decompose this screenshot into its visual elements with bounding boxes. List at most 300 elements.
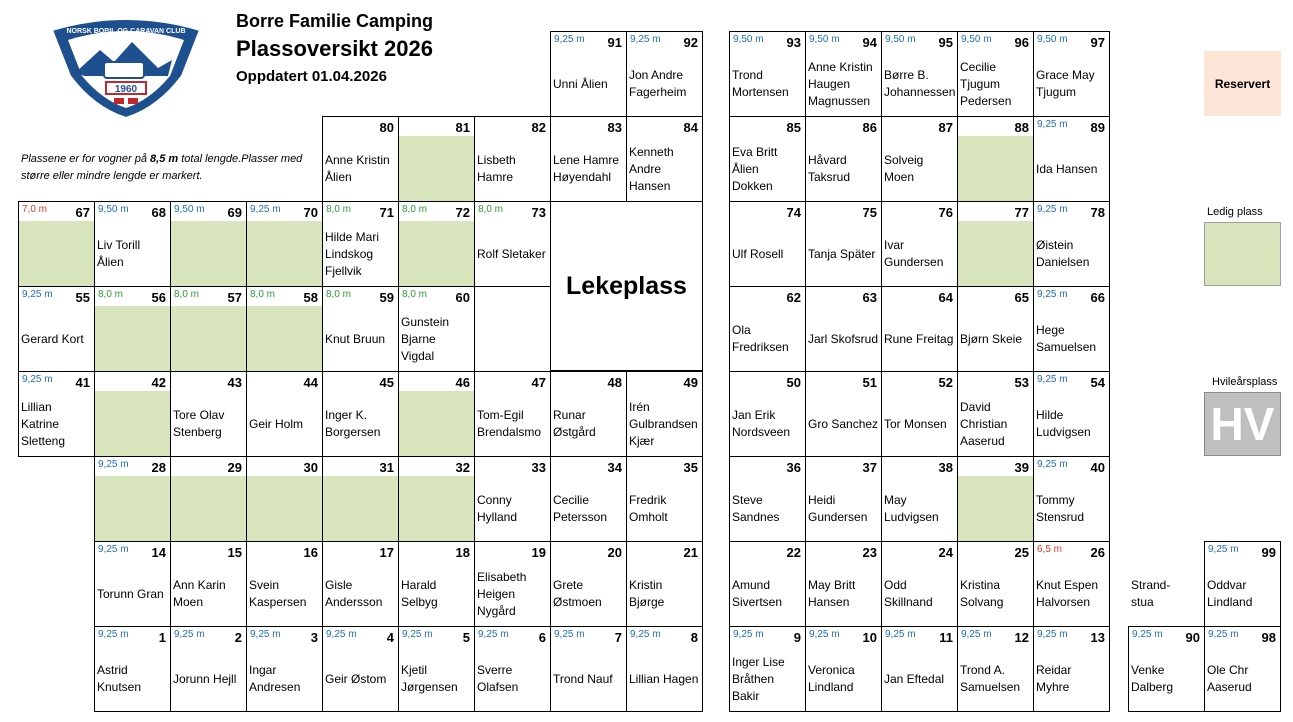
site-33 xyxy=(474,456,551,542)
site-length: 9,25 m xyxy=(250,629,281,640)
site-71 xyxy=(322,201,399,287)
site-18 xyxy=(398,541,475,627)
logo-text: NORSK BOBIL OG CARAVAN CLUB xyxy=(66,28,186,35)
site-length: 8,0 m xyxy=(250,289,276,300)
site-83 xyxy=(550,116,627,202)
site-occupant: Solveig Moen xyxy=(884,153,924,184)
site-occupant: Tanja Später xyxy=(808,246,876,261)
site-length: 9,25 m xyxy=(733,629,764,640)
site-number: 74 xyxy=(786,205,801,220)
page-title: Plassoversikt 2026 xyxy=(236,36,433,61)
site-3 xyxy=(246,626,323,712)
site-20 xyxy=(550,541,627,627)
site-occupant: Grete Østmoen xyxy=(553,578,602,609)
site-80 xyxy=(322,116,399,202)
site-occupant: Trond A. Samuelsen xyxy=(960,663,1021,694)
site-51 xyxy=(805,371,882,457)
site-occupant: Tom-Egil Brendalsmo xyxy=(477,408,542,439)
site-occupant: Jan Eftedal xyxy=(884,671,945,686)
site-occupant: Jan Erik Nordsveen xyxy=(732,408,791,439)
site-occupant: May Britt Hansen xyxy=(808,578,856,609)
site-63 xyxy=(805,286,882,372)
site-65 xyxy=(957,286,1034,372)
site-14 xyxy=(94,541,171,627)
site-number: 28 xyxy=(151,460,166,475)
site-occupant: Lillian Katrine Sletteng xyxy=(21,399,66,448)
site-occupant: David Christian Aaserud xyxy=(960,399,1008,448)
site-57 xyxy=(170,286,247,372)
site-number: 30 xyxy=(303,460,318,475)
site-5 xyxy=(398,626,475,712)
site-64 xyxy=(881,286,958,372)
site-number: 43 xyxy=(227,375,242,390)
site-occupant: Kjetil Jørgensen xyxy=(401,663,458,694)
site-length: 9,25 m xyxy=(478,629,509,640)
site-97 xyxy=(1033,31,1110,117)
site-length: 9,50 m xyxy=(885,34,916,45)
site-length: 9,25 m xyxy=(1037,459,1068,470)
site-24 xyxy=(881,541,958,627)
site-45 xyxy=(322,371,399,457)
site-occupant: Lene Hamre Høyendahl xyxy=(553,153,620,184)
site-number: 35 xyxy=(683,460,698,475)
site-occupant: May Ludvigsen xyxy=(884,493,939,524)
site-occupant: Ann Karin Moen xyxy=(173,578,226,609)
site-number: 17 xyxy=(379,545,394,560)
site-number: 95 xyxy=(938,35,953,50)
site-98 xyxy=(1204,626,1281,712)
site-length: 9,25 m xyxy=(961,629,992,640)
site-15 xyxy=(170,541,247,627)
site-number: 29 xyxy=(227,460,242,475)
note-text-end: total lengde.Plasser med større eller mindre lengde er markert. xyxy=(21,153,303,182)
updated-date: Oppdatert 01.04.2026 xyxy=(236,68,387,85)
site-82 xyxy=(474,116,551,202)
site-occupant: Hilde Mari Lindskog Fjellvik xyxy=(325,229,380,278)
site-number: 14 xyxy=(151,545,166,560)
site-occupant: Gro Sanchez xyxy=(808,416,879,431)
site-length: 6,5 m xyxy=(1037,544,1063,555)
site-7 xyxy=(550,626,627,712)
site-52 xyxy=(881,371,958,457)
site-length: 9,25 m xyxy=(1037,289,1068,300)
site-occupant: Geir Holm xyxy=(249,416,304,431)
site-occupant: Kristin Bjørge xyxy=(629,578,665,609)
site-length: 8,0 m xyxy=(478,204,504,215)
site-number: 19 xyxy=(531,545,546,560)
site-length: 9,25 m xyxy=(174,629,205,640)
site-length: 8,0 m xyxy=(326,289,352,300)
legend-rest-year: HV xyxy=(1204,392,1281,456)
site-length: 7,0 m xyxy=(22,204,48,215)
site-29 xyxy=(170,456,247,542)
site-occupant: Ole Chr Aaserud xyxy=(1207,663,1252,694)
site-number: 13 xyxy=(1090,630,1105,645)
site-length: 9,25 m xyxy=(554,629,585,640)
site-26 xyxy=(1033,541,1110,627)
site-23 xyxy=(805,541,882,627)
site-42 xyxy=(94,371,171,457)
site-number: 37 xyxy=(862,460,877,475)
site-number: 8 xyxy=(690,630,698,645)
site-number: 77 xyxy=(1014,205,1029,220)
site-35 xyxy=(626,456,703,542)
site-number: 65 xyxy=(1014,290,1029,305)
site-occupant: Ola Fredriksen xyxy=(732,323,789,354)
site-length: 9,25 m xyxy=(22,374,53,385)
site-occupant: Tore Olav Stenberg xyxy=(173,408,225,439)
site-30 xyxy=(246,456,323,542)
site-occupant: Jon Andre Fagerheim xyxy=(629,68,687,99)
site-occupant: Amund Sivertsen xyxy=(732,578,783,609)
site-occupant: Irén Gulbrandsen Kjær xyxy=(629,399,698,448)
site-60 xyxy=(398,286,475,372)
site-occupant: Lisbeth Hamre xyxy=(477,153,516,184)
site-occupant: Ulf Rosell xyxy=(732,246,784,261)
site-86 xyxy=(805,116,882,202)
site-46 xyxy=(398,371,475,457)
site-occupant: Runar Østgård xyxy=(553,408,596,439)
site-length: 9,25 m xyxy=(1037,374,1068,385)
site-occupant: Tommy Stensrud xyxy=(1036,493,1085,524)
site-occupant: Fredrik Omholt xyxy=(629,493,668,524)
site-44 xyxy=(246,371,323,457)
site-number: 70 xyxy=(303,205,318,220)
site-31 xyxy=(322,456,399,542)
site-length: 8,0 m xyxy=(402,204,428,215)
site-length: 9,25 m xyxy=(22,289,53,300)
site-number: 44 xyxy=(303,375,318,390)
site-occupant: Hilde Ludvigsen xyxy=(1036,408,1091,439)
site-number: 58 xyxy=(303,290,318,305)
site-28 xyxy=(94,456,171,542)
site-number: 94 xyxy=(862,35,877,50)
site-occupant: Unni Ålien xyxy=(553,76,608,91)
site-length: 9,25 m xyxy=(885,629,916,640)
legend-rest-label: Hvileårsplass xyxy=(1212,376,1278,388)
site-2 xyxy=(170,626,247,712)
site-91 xyxy=(550,31,627,117)
site-occupant: Gisle Andersson xyxy=(325,578,383,609)
site-number: 63 xyxy=(862,290,877,305)
site-99 xyxy=(1204,541,1281,627)
site-occupant: Anne Kristin Ålien xyxy=(325,153,390,184)
site-occupant: Håvard Taksrud xyxy=(808,153,851,184)
site-occupant: Knut Espen Halvorsen xyxy=(1036,578,1099,609)
site-number: 32 xyxy=(455,460,470,475)
site-number: 36 xyxy=(786,460,801,475)
site-56 xyxy=(94,286,171,372)
site-38 xyxy=(881,456,958,542)
site-length: 9,25 m xyxy=(250,204,281,215)
site-length: 9,25 m xyxy=(98,459,129,470)
site-47 xyxy=(474,371,551,457)
site-72 xyxy=(398,201,475,287)
site-occupant: Conny Hylland xyxy=(477,493,518,524)
site-length: 9,25 m xyxy=(1208,544,1239,555)
site-length: 8,0 m xyxy=(98,289,124,300)
site-occupant: Jorunn Hejll xyxy=(173,671,237,686)
site-blank xyxy=(474,286,551,372)
site-length: 9,25 m xyxy=(1037,119,1068,130)
site-occupant: Anne Kristin Haugen Magnussen xyxy=(808,59,873,108)
site-number: 62 xyxy=(786,290,801,305)
site-occupant: Øistein Danielsen xyxy=(1036,238,1090,269)
site-number: 84 xyxy=(683,120,698,135)
site-length: 9,25 m xyxy=(98,629,129,640)
site-occupant: Eva Britt Ålien Dokken xyxy=(732,144,778,193)
site-85 xyxy=(729,116,806,202)
site-number: 38 xyxy=(938,460,953,475)
site-22 xyxy=(729,541,806,627)
site-length: 9,25 m xyxy=(98,544,129,555)
site-6 xyxy=(474,626,551,712)
site-occupant: Jarl Skofsrud xyxy=(808,331,879,346)
site-occupant: Veronica Lindland xyxy=(808,663,855,694)
site-59 xyxy=(322,286,399,372)
site-number: 81 xyxy=(455,120,470,135)
site-occupant: Cecilie Tjugum Pedersen xyxy=(960,59,1012,108)
site-25 xyxy=(957,541,1034,627)
site-occupant: Harald Selbyg xyxy=(401,578,438,609)
site-number: 88 xyxy=(1014,120,1029,135)
site-occupant: Svein Kaspersen xyxy=(249,578,307,609)
site-number: 66 xyxy=(1090,290,1105,305)
site-number: 72 xyxy=(455,205,470,220)
note-text: Plassene er for vogner på xyxy=(21,153,151,165)
site-96 xyxy=(957,31,1034,117)
site-number: 25 xyxy=(1014,545,1029,560)
site-number: 31 xyxy=(379,460,394,475)
site-number: 7 xyxy=(614,630,622,645)
site-69 xyxy=(170,201,247,287)
site-53 xyxy=(957,371,1034,457)
site-number: 87 xyxy=(938,120,953,135)
site-occupant: Gerard Kort xyxy=(21,331,84,346)
site-occupant: Reidar Myhre xyxy=(1036,663,1072,694)
site-number: 83 xyxy=(607,120,622,135)
site-34 xyxy=(550,456,627,542)
site-17 xyxy=(322,541,399,627)
site-length: 9,50 m xyxy=(174,204,205,215)
site-88 xyxy=(957,116,1034,202)
site-43 xyxy=(170,371,247,457)
site-occupant: Trond Nauf xyxy=(553,671,613,686)
site-length: 9,25 m xyxy=(1037,629,1068,640)
site-number: 90 xyxy=(1185,630,1200,645)
site-84 xyxy=(626,116,703,202)
site-occupant: Rune Freitag xyxy=(884,331,954,346)
logo-year: 1960 xyxy=(114,84,138,95)
site-8 xyxy=(626,626,703,712)
site-number: 4 xyxy=(386,630,394,645)
site-number: 69 xyxy=(227,205,242,220)
site-occupant: Ivar Gundersen xyxy=(884,238,944,269)
site-occupant: Hege Samuelsen xyxy=(1036,323,1097,354)
site-81 xyxy=(398,116,475,202)
site-13 xyxy=(1033,626,1110,712)
site-occupant: Astrid Knutsen xyxy=(97,663,142,694)
site-number: 10 xyxy=(862,630,877,645)
site-number: 85 xyxy=(786,120,801,135)
site-67 xyxy=(18,201,95,287)
site-number: 53 xyxy=(1014,375,1029,390)
site-48 xyxy=(550,371,627,457)
site-76 xyxy=(881,201,958,287)
site-number: 78 xyxy=(1090,205,1105,220)
site-70 xyxy=(246,201,323,287)
site-number: 6 xyxy=(538,630,546,645)
site-number: 73 xyxy=(531,205,546,220)
site-number: 57 xyxy=(227,290,242,305)
site-number: 45 xyxy=(379,375,394,390)
site-number: 42 xyxy=(151,375,166,390)
site-occupant: Lillian Hagen xyxy=(629,671,699,686)
site-37 xyxy=(805,456,882,542)
site-number: 54 xyxy=(1090,375,1105,390)
site-length: 9,25 m xyxy=(1208,629,1239,640)
site-occupant: Torunn Gran xyxy=(97,586,164,601)
site-occupant: Elisabeth Heigen Nygård xyxy=(477,569,527,618)
site-number: 76 xyxy=(938,205,953,220)
site-number: 92 xyxy=(683,35,698,50)
site-length: 8,0 m xyxy=(174,289,200,300)
site-number: 33 xyxy=(531,460,546,475)
site-occupant: Odd Skillnand xyxy=(884,578,933,609)
site-number: 71 xyxy=(379,205,394,220)
site-number: 93 xyxy=(786,35,801,50)
site-number: 34 xyxy=(607,460,622,475)
site-90 xyxy=(1128,626,1205,712)
site-36 xyxy=(729,456,806,542)
site-length: 9,25 m xyxy=(630,629,661,640)
site-number: 18 xyxy=(455,545,470,560)
site-78 xyxy=(1033,201,1110,287)
site-94 xyxy=(805,31,882,117)
site-number: 15 xyxy=(227,545,242,560)
site-number: 1 xyxy=(158,630,166,645)
site-length: 9,25 m xyxy=(1132,629,1163,640)
site-number: 51 xyxy=(862,375,877,390)
site-length: 9,25 m xyxy=(402,629,433,640)
site-length: 9,50 m xyxy=(1037,34,1068,45)
site-number: 49 xyxy=(683,375,698,390)
site-number: 3 xyxy=(310,630,318,645)
site-length: 9,25 m xyxy=(809,629,840,640)
site-12 xyxy=(957,626,1034,712)
site-occupant: Ingar Andresen xyxy=(249,663,301,694)
site-11 xyxy=(881,626,958,712)
site-number: 16 xyxy=(303,545,318,560)
site-93 xyxy=(729,31,806,117)
site-length: 9,25 m xyxy=(630,34,661,45)
site-68 xyxy=(94,201,171,287)
site-length: 9,25 m xyxy=(326,629,357,640)
site-number: 68 xyxy=(151,205,166,220)
site-occupant: Kenneth Andre Hansen xyxy=(629,144,674,193)
legend-free-label: Ledig plass xyxy=(1207,206,1263,218)
site-occupant: Gunstein Bjarne Vigdal xyxy=(401,314,450,363)
site-length: 9,50 m xyxy=(809,34,840,45)
site-87 xyxy=(881,116,958,202)
site-40 xyxy=(1033,456,1110,542)
site-50 xyxy=(729,371,806,457)
site-number: 22 xyxy=(786,545,801,560)
club-logo xyxy=(48,16,204,120)
site-occupant: Heidi Gundersen xyxy=(808,493,868,524)
site-occupant: Venke Dalberg xyxy=(1131,663,1174,694)
site-length: 8,0 m xyxy=(326,204,352,215)
site-95 xyxy=(881,31,958,117)
site-number: 5 xyxy=(462,630,470,645)
site-4 xyxy=(322,626,399,712)
site-length: 9,50 m xyxy=(733,34,764,45)
site-number: 26 xyxy=(1090,545,1105,560)
site-number: 41 xyxy=(75,375,90,390)
site-number: 9 xyxy=(793,630,801,645)
site-number: 12 xyxy=(1014,630,1029,645)
site-occupant: Sverre Olafsen xyxy=(477,663,519,694)
site-length: 9,50 m xyxy=(961,34,992,45)
site-occupant: Oddvar Lindland xyxy=(1207,578,1253,609)
site-number: 82 xyxy=(531,120,546,135)
site-number: 67 xyxy=(75,205,90,220)
site-10 xyxy=(805,626,882,712)
site-number: 47 xyxy=(531,375,546,390)
site-occupant: Cecilie Petersson xyxy=(553,493,608,524)
playground-area: Lekeplass xyxy=(550,201,703,371)
site-21 xyxy=(626,541,703,627)
site-19 xyxy=(474,541,551,627)
site-occupant: Ida Hansen xyxy=(1036,161,1098,176)
site-number: 59 xyxy=(379,290,394,305)
site-number: 23 xyxy=(862,545,877,560)
site-number: 48 xyxy=(607,375,622,390)
legend-reserved: Reservert xyxy=(1204,51,1281,116)
site-41 xyxy=(18,371,95,457)
site-occupant: Liv Torill Ålien xyxy=(97,238,141,269)
site-occupant: Kristina Solvang xyxy=(960,578,1004,609)
site-number: 91 xyxy=(607,35,622,50)
site-62 xyxy=(729,286,806,372)
site-occupant: Grace May Tjugum xyxy=(1036,68,1095,99)
site-number: 2 xyxy=(234,630,242,645)
site-66 xyxy=(1033,286,1110,372)
site-75 xyxy=(805,201,882,287)
site-58 xyxy=(246,286,323,372)
site-occupant: Bjørn Skeie xyxy=(960,331,1023,346)
site-occupant: Inger Lise Bråthen Bakir xyxy=(732,654,785,703)
site-occupant: Steve Sandnes xyxy=(732,493,780,524)
site-number: 97 xyxy=(1090,35,1105,50)
note-length: 8,5 m xyxy=(150,153,179,165)
site-occupant: Trond Mortensen xyxy=(732,68,789,99)
site-55 xyxy=(18,286,95,372)
site-number: 89 xyxy=(1090,120,1105,135)
site-number: 80 xyxy=(379,120,394,135)
length-note xyxy=(21,151,321,185)
camp-title: Borre Familie Camping xyxy=(236,11,434,31)
site-number: 40 xyxy=(1090,460,1105,475)
site-9 xyxy=(729,626,806,712)
site-number: 99 xyxy=(1261,545,1276,560)
site-number: 52 xyxy=(938,375,953,390)
site-number: 20 xyxy=(607,545,622,560)
legend-free xyxy=(1204,222,1281,286)
site-length: 9,25 m xyxy=(1037,204,1068,215)
site-occupant: Geir Østom xyxy=(325,671,387,686)
site-number: 24 xyxy=(938,545,953,560)
